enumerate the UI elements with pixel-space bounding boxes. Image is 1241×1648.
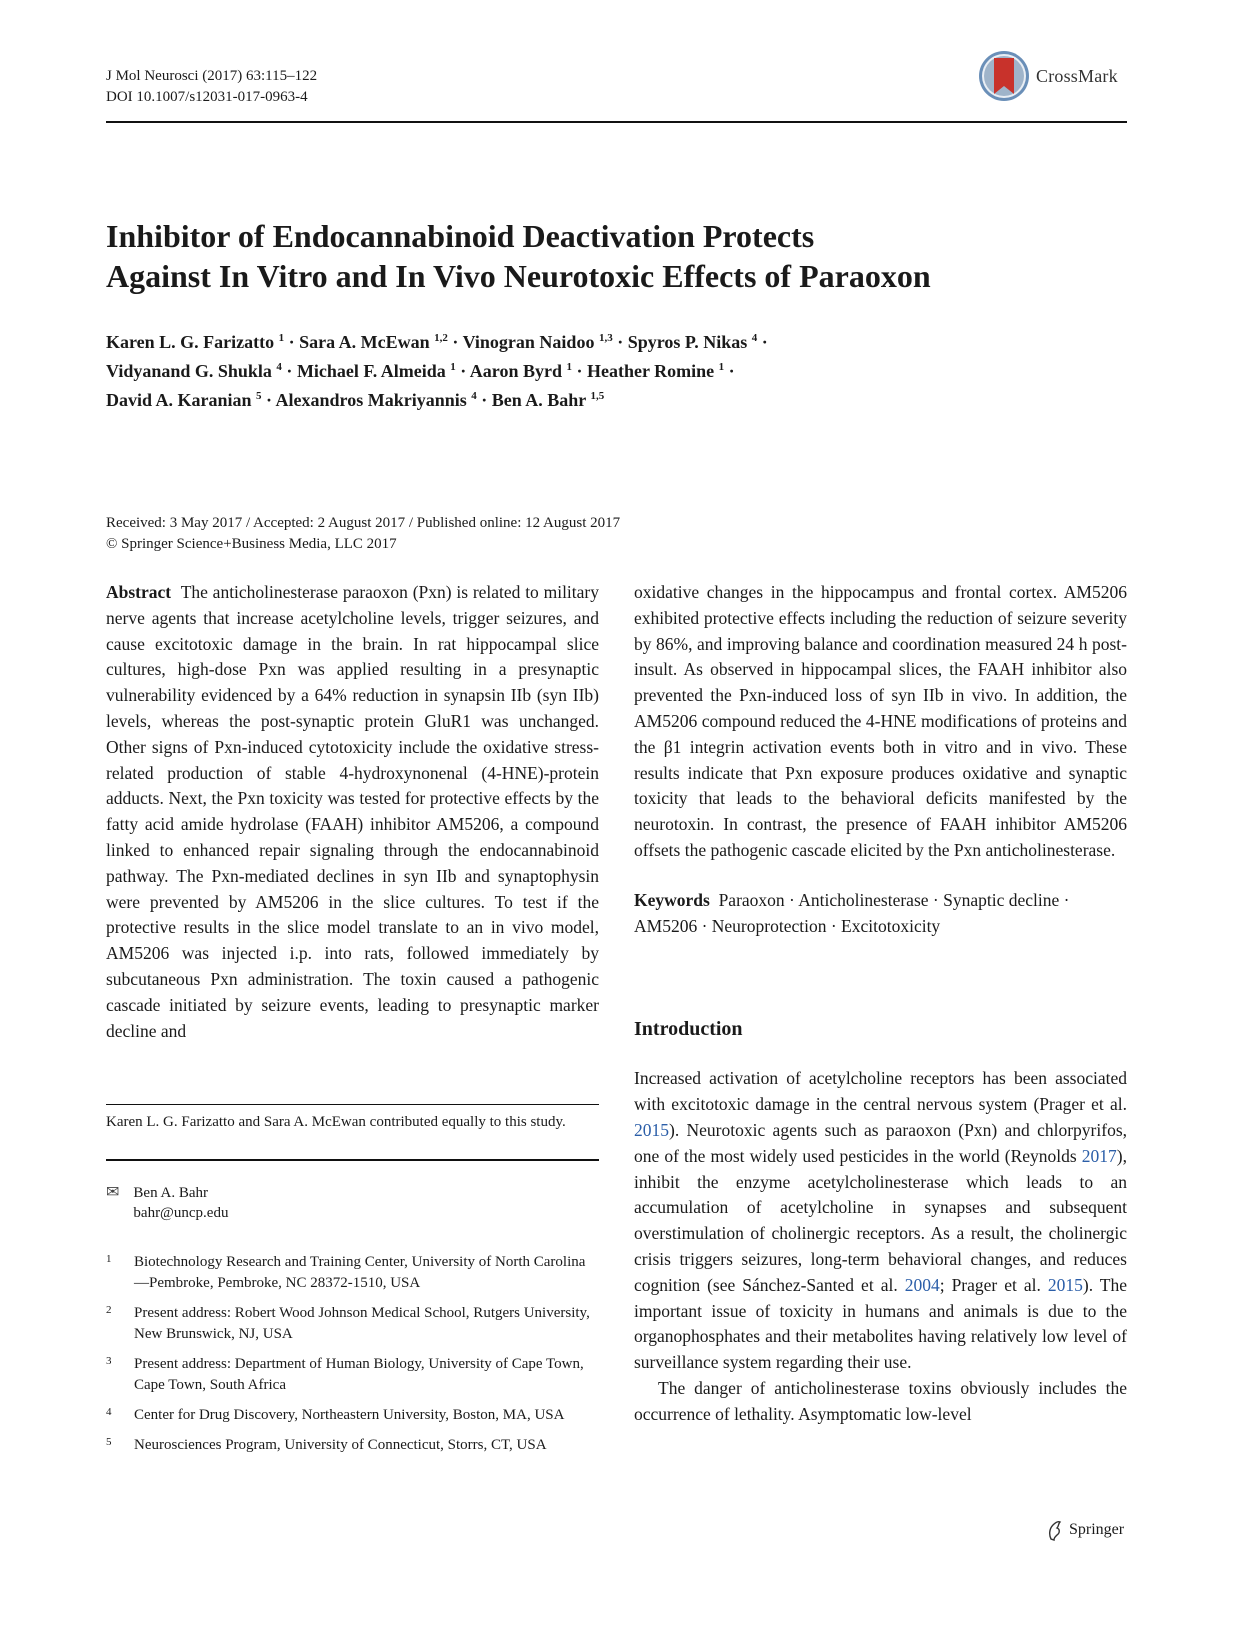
affiliations: [106, 1252, 599, 1465]
author[interactable]: Spyros P. Nikas $^4$: [627, 332, 758, 352]
envelope-icon: ✉: [106, 1184, 120, 1201]
journal-citation: [106, 66, 317, 108]
crossmark-badge[interactable]: [976, 48, 1118, 104]
header-rule: [106, 121, 1127, 123]
title-line-1: Inhibitor of Endocannabinoid Deactivation Protects: [106, 218, 815, 254]
crossmark-label: CrossMark: [1036, 65, 1118, 86]
publisher-logo: [1045, 1519, 1124, 1541]
contribution-note: Karen L. G. Farizatto and Sara A. McEwan contributed equally to this study.: [106, 1114, 566, 1130]
citation-link[interactable]: 2015: [1047, 1274, 1083, 1295]
corresponding-email[interactable]: bahr@uncp.edu: [133, 1205, 229, 1221]
abstract-text-left: The anticholinesterase paraoxon (Pxn) is related to military nerve agents that increase acetylcholine levels, trigger seizures, and cause excitotoxic damage in the brain. In rat hippocampal slice cultures, high-dose Pxn was applied resulting in a presynaptic vulnerability evidenced by a 64% reduction in synapsin IIb (syn IIb) levels, whereas the post-synaptic protein GluR1 was unchanged. Other signs of Pxn-induced cytotoxicity include the oxidative stress-related production of stable 4-hydroxynonenal (4-HNE)-protein adducts. Next, the Pxn toxicity was tested for protective effects by the fatty acid amide hydrolase (FAAH) inhibitor AM5206, a compound linked to enhanced repair signaling through the endocannabinoid pathway. The Pxn-mediated declines in syn IIb and synaptophysin were prevented by AM5206 in the slice cultures. To test if the protective results in the slice model translate to an in vivo model, AM5206 was injected i.p. into rats, followed immediately by subcutaneous Pxn administration. The toxin caused a pathogenic cascade initiated by seizure events, leading to presynaptic marker decline and: [106, 582, 599, 1041]
affiliation-item: 2 Present address: Robert Wood Johnson Medical School, Rutgers University, New Brunswick, NJ, USA: [106, 1304, 590, 1342]
abstract-label: Abstract: [106, 582, 172, 602]
author[interactable]: Vinogran Naidoo $^{1,3}$: [462, 332, 613, 352]
footnote-rule: [106, 1104, 599, 1105]
author-list: Karen L. G. Farizatto $^1$ · Sara A. McEwan $^{1,2}$ · Vinogran Naidoo $^{1,3}$ · Spyros P. Nikas $^4$ · Vidyanand G. Shukla $^4$ · Michael F. Almeida $^1$ · Aaron Byrd $^1$ · Heather Romine $^1$ · David A. Karanian $^5$ · Alexandros Makriyannis $^4$ · Ben A. Bahr $^{1,5}$: [106, 332, 768, 410]
corresponding-name: Ben A. Bahr: [133, 1185, 208, 1201]
citation-link[interactable]: 2015: [634, 1119, 669, 1140]
doi-line[interactable]: DOI 10.1007/s12031-017-0963-4: [106, 89, 308, 105]
author[interactable]: Michael F. Almeida $^1$: [296, 361, 456, 381]
abstract-paragraph: [106, 580, 599, 1044]
author[interactable]: Sara A. McEwan $^{1,2}$: [299, 332, 448, 352]
citation-link[interactable]: 2004: [904, 1274, 940, 1295]
publisher-name: Springer: [1069, 1521, 1125, 1538]
author[interactable]: Alexandros Makriyannis $^4$: [275, 390, 477, 410]
right-column: [634, 580, 1127, 1428]
crossmark-icon: [976, 48, 1032, 104]
copyright-line: © Springer Science+Business Media, LLC 2017: [106, 536, 397, 552]
corresponding-author: [106, 1183, 228, 1223]
abstract-left-column: [106, 580, 599, 1044]
keywords-label: Keywords: [634, 889, 710, 910]
keywords-text: Paraoxon · Anticholinesterase · Synaptic decline · AM5206 · Neuroprotection · Excitotoxicity: [634, 889, 1070, 936]
author[interactable]: Karen L. G. Farizatto $^1$: [106, 332, 285, 352]
affiliation-item: 5 Neurosciences Program, University of Connecticut, Storrs, CT, USA: [106, 1436, 547, 1453]
article-title: [106, 216, 1106, 296]
journal-line: J Mol Neurosci (2017) 63:115–122: [106, 68, 318, 84]
author[interactable]: David A. Karanian $^5$: [106, 390, 262, 410]
history-line: Received: 3 May 2017 / Accepted: 2 August 2017 / Published online: 12 August 2017: [106, 515, 621, 531]
keywords-paragraph: [634, 888, 1127, 940]
author[interactable]: Heather Romine $^1$: [586, 361, 725, 381]
introduction-heading: Introduction: [634, 1018, 743, 1041]
author[interactable]: Aaron Byrd $^1$: [469, 361, 572, 381]
introduction-paragraph-1: Increased activation of acetylcholine receptors has been associated with excitotoxic damage in the central nervous system (Prager et al. 2015). Neurotoxic agents such as paraoxon (Pxn) and chlorpyrifos, one of the most widely used pesticides in the world (Reynolds 2017), inhibit the enzyme acetylcholinesterase which leads to an accumulation of acetylcholine in synapses and subsequent overstimulation of cholinergic receptors. As a result, the cholinergic crisis triggers seizures, long-term behavioral changes, and reduces cognition (see Sánchez-Santed et al. 2004; Prager et al. 2015). The important issue of toxicity in humans and animals is due to the organophosphates and their metabolites having relatively low level of surveillance system regarding their use.: [634, 1068, 1128, 1373]
author[interactable]: Ben A. Bahr $^{1,5}$: [491, 390, 605, 410]
author[interactable]: Vidyanand G. Shukla $^4$: [106, 361, 282, 381]
springer-horse-icon: [1045, 1519, 1065, 1541]
introduction-paragraph-2: The danger of anticholinesterase toxins obviously includes the occurrence of lethality. Asymptomatic low-level: [634, 1377, 1127, 1424]
title-line-2: Against In Vitro and In Vivo Neurotoxic Effects of Paraoxon: [106, 258, 931, 294]
affiliation-item: 4 Center for Drug Discovery, Northeastern University, Boston, MA, USA: [106, 1406, 565, 1423]
affiliation-item: 1 Biotechnology Research and Training Center, University of North Carolina—Pembroke, Pembroke, NC 28372-1510, USA: [106, 1253, 586, 1291]
citation-link[interactable]: 2017: [1081, 1145, 1117, 1166]
publication-dates: [106, 513, 620, 555]
footnote-rule-2: [106, 1159, 599, 1161]
affiliation-item: 3 Present address: Department of Human Biology, University of Cape Town, Cape Town, South Africa: [106, 1355, 584, 1393]
abstract-text-right: oxidative changes in the hippocampus and frontal cortex. AM5206 exhibited protective effects including the reduction of seizure severity by 86%, and improving balance and coordination measured 24 h post-insult. As observed in hippocampal slices, the FAAH inhibitor also prevented the Pxn-induced loss of syn IIb in vivo. In addition, the AM5206 compound reduced the 4-HNE modifications of proteins and the β1 integrin activation events both in vitro and in vivo. These results indicate that Pxn exposure produces oxidative and synaptic toxicity that leads to the behavioral deficits manifested by the neurotoxin. In contrast, the presence of FAAH inhibitor AM5206 offsets the pathogenic cascade elicited by the Pxn anticholinesterase.: [634, 582, 1127, 860]
